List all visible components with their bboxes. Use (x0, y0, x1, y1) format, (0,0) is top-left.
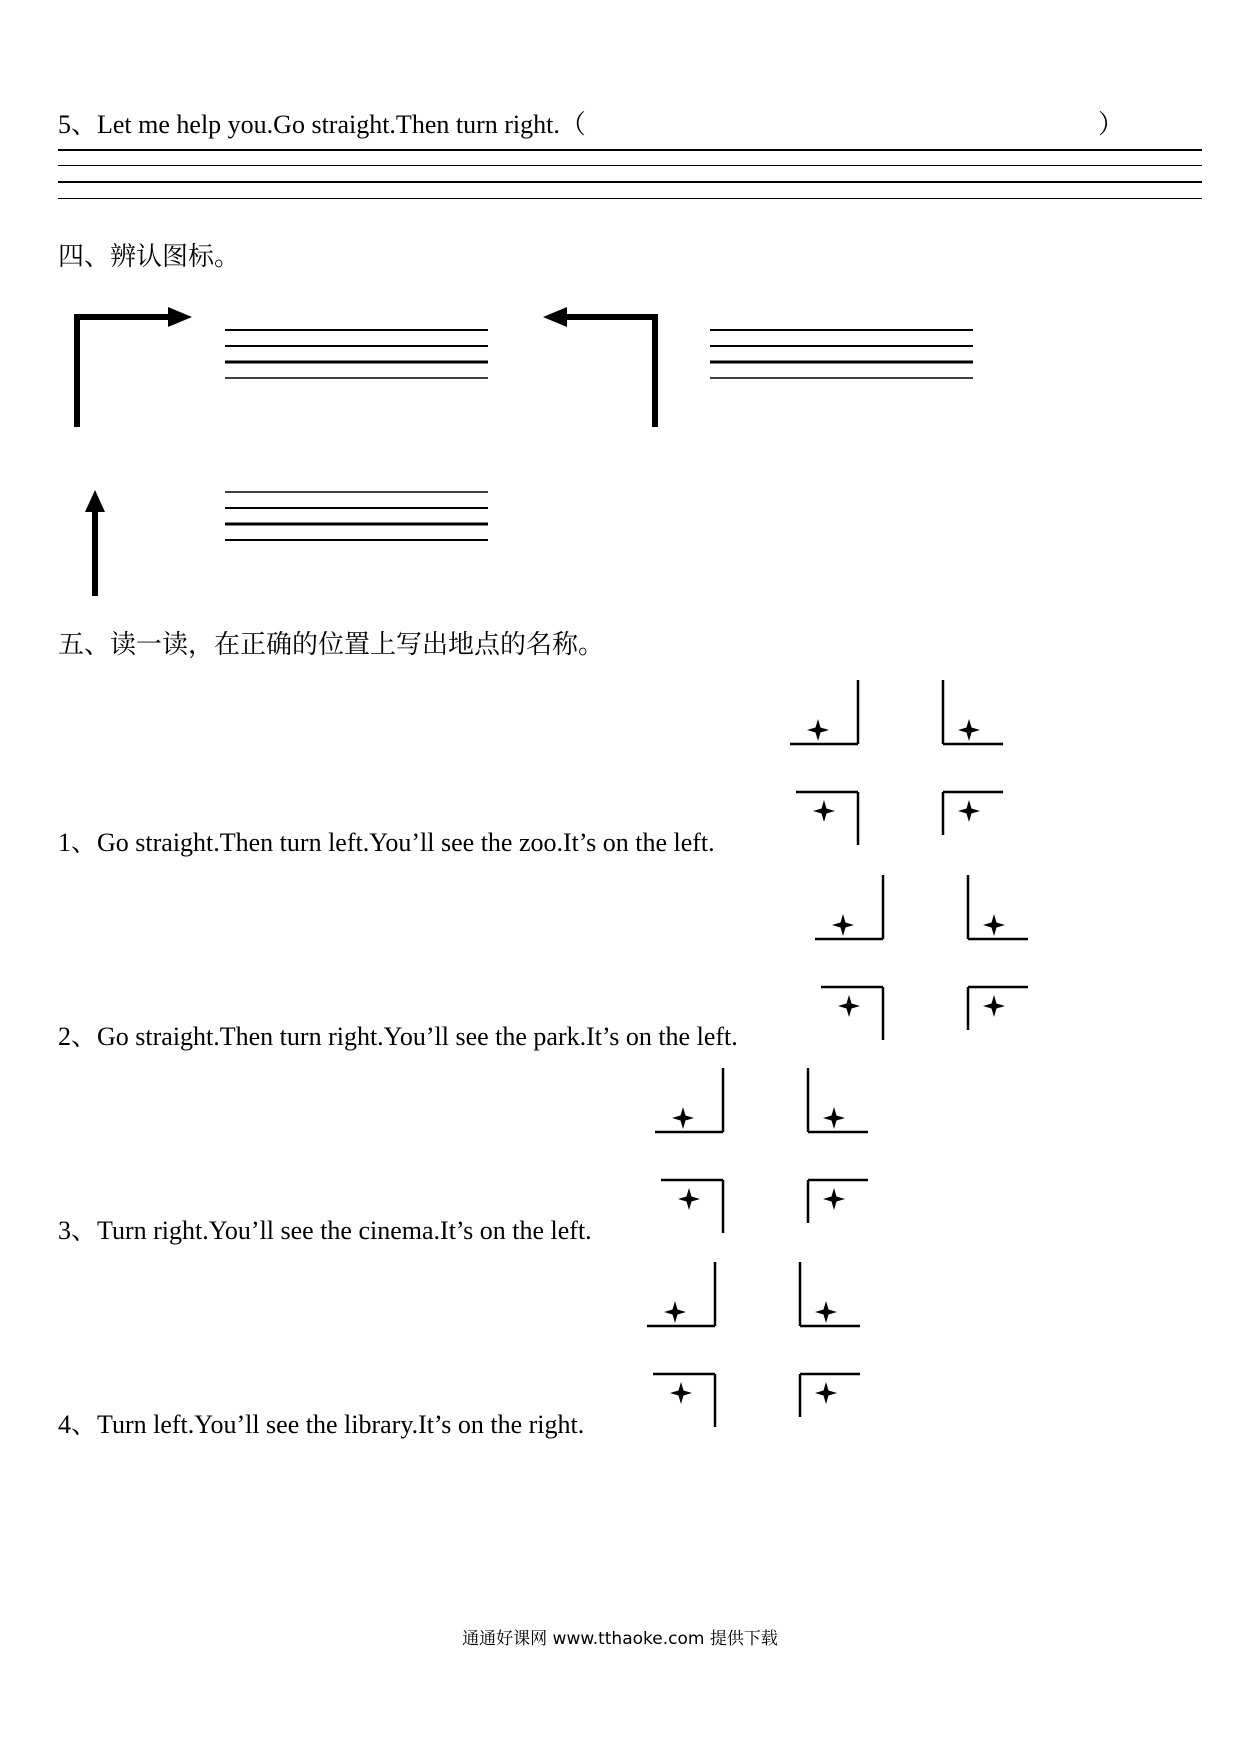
building-marker-icon (823, 1107, 845, 1129)
building-marker-icon (678, 1188, 700, 1210)
building-marker-icon (958, 719, 980, 741)
crossroad-diagram-3 (655, 1068, 868, 1233)
building-marker-icon (815, 1382, 837, 1404)
question-5-close-paren: ） (1098, 110, 1125, 139)
building-marker-icon (838, 995, 860, 1017)
footer-text: 通通好课网 www.tthaoke.com 提供下载 (462, 1629, 778, 1649)
building-marker-icon (670, 1382, 692, 1404)
building-marker-icon (983, 995, 1005, 1017)
building-marker-icon (983, 914, 1005, 936)
building-marker-icon (672, 1107, 694, 1129)
crossroad-diagram-4 (647, 1262, 860, 1427)
building-marker-icon (807, 719, 829, 741)
building-marker-icon (813, 800, 835, 822)
building-marker-icon (823, 1188, 845, 1210)
section-5-item-2: 2、Go straight.Then turn right.You’ll see the park.It’s on the left. (58, 1022, 738, 1051)
section-4-title: 四、辨认图标。 (58, 242, 241, 272)
section-5-item-4: 4、Turn left.You’ll see the library.It’s on the right. (58, 1410, 585, 1439)
building-marker-icon (664, 1301, 686, 1323)
building-marker-icon (832, 914, 854, 936)
building-marker-icon (815, 1301, 837, 1323)
crossroad-diagram-1 (790, 680, 1003, 845)
question-5-prompt: 5、Let me help you.Go straight.Then turn right.（ (58, 110, 586, 139)
crossroad-diagram-2 (815, 875, 1028, 1040)
section-5-item-3: 3、Turn right.You’ll see the cinema.It’s on the left. (58, 1216, 592, 1245)
section-5-title: 五、读一读，在正确的位置上写出地点的名称。 (58, 630, 605, 660)
building-marker-icon (958, 800, 980, 822)
section-5-item-1: 1、Go straight.Then turn left.You’ll see the zoo.It’s on the left. (58, 828, 715, 857)
